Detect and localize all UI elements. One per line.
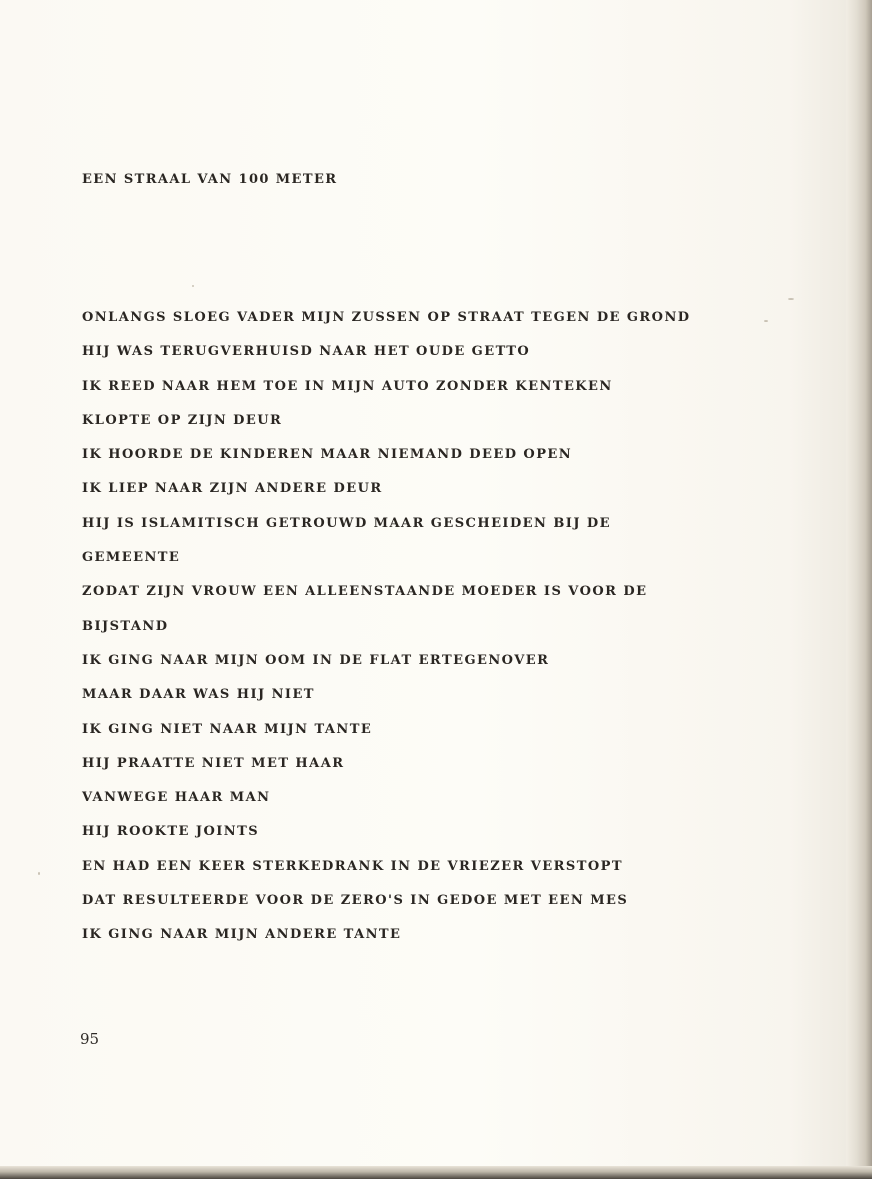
page-bottom-shadow: [0, 1166, 872, 1179]
poem-line: IK HOORDE DE KINDEREN MAAR NIEMAND DEED OPEN: [82, 447, 573, 463]
poem-line: VANWEGE HAAR MAN: [82, 790, 271, 806]
page-number: 95: [80, 1030, 100, 1048]
paper-speck: [764, 320, 768, 322]
paper-speck: [788, 298, 794, 300]
poem-line: HIJ WAS TERUGVERHUISD NAAR HET OUDE GETTO: [82, 344, 531, 360]
poem-line: ZODAT ZIJN VROUW EEN ALLEENSTAANDE MOEDER IS VOOR DE: [82, 584, 648, 600]
page-edge-shadow: [846, 0, 872, 1179]
poem-line: BIJSTAND: [82, 618, 169, 634]
poem-line: MAAR DAAR WAS HIJ NIET: [82, 687, 315, 703]
poem-line: HIJ ROOKTE JOINTS: [82, 824, 260, 840]
poem-line: HIJ IS ISLAMITISCH GETROUWD MAAR GESCHEIDEN BIJ DE: [82, 515, 611, 531]
poem-line: HIJ PRAATTE NIET MET HAAR: [82, 755, 345, 771]
poem-line: IK GING NAAR MIJN ANDERE TANTE: [82, 927, 402, 943]
poem-line: DAT RESULTEERDE VOOR DE ZERO'S IN GEDOE MET EEN MES: [82, 893, 629, 909]
poem-line: KLOPTE OP ZIJN DEUR: [82, 412, 283, 428]
poem-line: IK GING NAAR MIJN OOM IN DE FLAT ERTEGENOVER: [82, 652, 550, 668]
poem-line: IK GING NIET NAAR MIJN TANTE: [82, 721, 373, 737]
paper-speck: [192, 285, 194, 287]
poem-body: [82, 308, 691, 960]
poem-line: GEMEENTE: [82, 550, 181, 566]
poem-line: IK LIEP NAAR ZIJN ANDERE DEUR: [82, 481, 383, 497]
poem-line: EN HAD EEN KEER STERKEDRANK IN DE VRIEZER VERSTOPT: [82, 858, 623, 874]
paper-speck: [38, 872, 40, 875]
poem-line: IK REED NAAR HEM TOE IN MIJN AUTO ZONDER KENTEKEN: [82, 378, 613, 394]
poem-title: EEN STRAAL VAN 100 METER: [82, 172, 338, 187]
poem-line: ONLANGS SLOEG VADER MIJN ZUSSEN OP STRAAT TEGEN DE GROND: [82, 310, 691, 325]
